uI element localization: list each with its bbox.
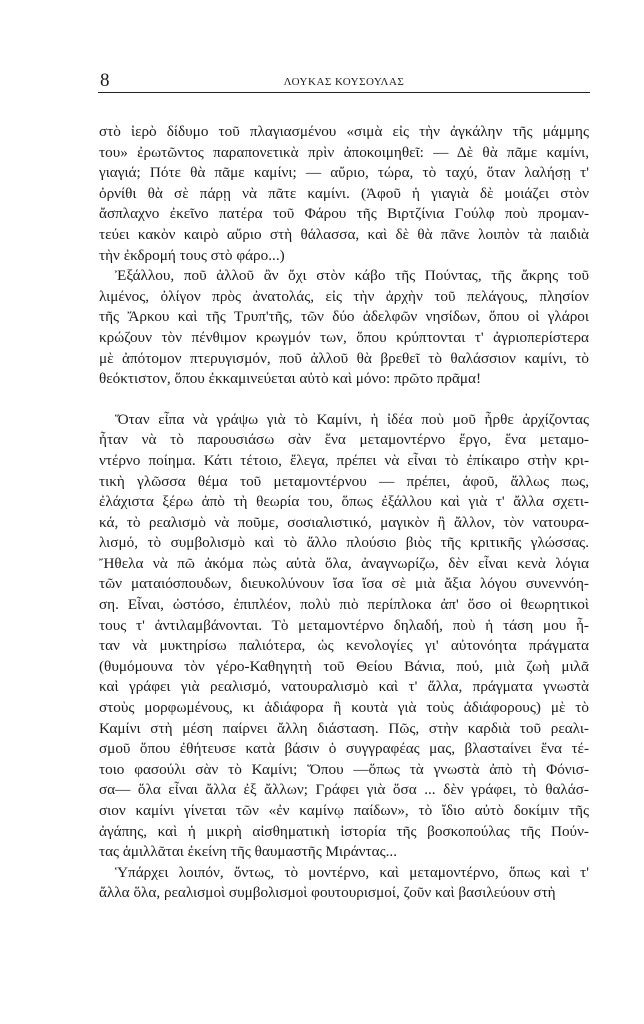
text-line: ση. Εἶναι, ὡστόσο, ἐπιπλέον, πολὺ πιὸ περίπλοκα ἀπ' ὅσο οἱ θεωρητικοὶ	[99, 596, 589, 614]
text-line: λισμό, τὸ συμβολισμὸ καὶ τὸ ἄλλο πλούσιο βιὸς τῆς κριτικῆς γλώσσας.	[99, 534, 589, 552]
text-line: τους τ' ἀντιλαμβάνονται. Τὸ μεταμοντέρνο δηλαδή, ποὺ ἡ τάση μου ἦ-	[99, 616, 589, 634]
text-line: Ὑπάρχει λοιπόν, ὄντως, τὸ μοντέρνο, καὶ μεταμοντέρνο, ὅπως καὶ τ'	[115, 863, 589, 881]
paragraph	[99, 410, 589, 863]
text-line: τῶν ματαιόσπουδων, διευκολύνουν ἴσα ἴσα σὲ μιὰ ἄξια λόγου συνεννόη-	[99, 575, 589, 593]
text-line: κρώζουν τὸν πένθιμον κρωγμόν των, ὅπου κρύπτονται τ' ἀγριοπερίστερα	[99, 328, 589, 346]
text-line: τῆς Ἄρκου καὶ τῆς Τρυπ'τῆς, τῶν δύο ἀδελφῶν νησίδων, ὅπου οἱ γλάροι	[99, 308, 589, 326]
text-line: τὴν ἐκδρομή τους στὸ φάρο...)	[99, 246, 285, 264]
running-title: ΛΟΥΚΑΣ ΚΟΥΣΟΥΛΑΣ	[283, 76, 405, 88]
text-line: λιμένος, ὀλίγον πρὸς ἀνατολάς, εἰς τὴν ἀρχὴν τοῦ πελάγους, πλησίον	[99, 287, 589, 305]
paragraph	[99, 266, 589, 390]
text-line: σμοῦ ὅπου ἐθήτευσε κατὰ βάσιν ὁ συγγραφέας μας, βλασταίνει ἕνα τέ-	[99, 740, 589, 758]
text-line: Ὅταν εἶπα νὰ γράψω γιὰ τὸ Καμίνι, ἡ ἰδέα ποὺ μοῦ ἦρθε ἀρχίζοντας	[115, 410, 589, 428]
text-line: μὲ ἀπότομον πτερυγισμόν, ποῦ ἀλλοῦ θὰ βρεθεῖ τὸ θαλάσσιον καμίνι, τὸ	[99, 349, 589, 367]
text-line: στὸ ἱερὸ δίδυμο τοῦ πλαγιασμένου «σιμὰ εἰς τὴν ἀγκάλην τῆς μάμμης	[99, 123, 589, 140]
text-line: ὀρνίθι θὰ σὲ πάρῃ νὰ πᾶτε καμίνι. (Ἀφοῦ ἡ γιαγιὰ δὲ μοιάζει στὸν	[99, 184, 589, 202]
text-line: σιον καμίνι γίνεται τῶν «ἐν καμίνῳ παίδων», τὸ ἴδιο αὐτὸ δοκίμιν τῆς	[99, 802, 589, 819]
text-line: γιαγιά; Πότε θὰ πᾶμε καμίνι; — αὔριο, τώρα, τὸ ταχύ, ὅταν λαλήσῃ τ'	[99, 164, 589, 182]
text-line: στοὺς μορφωμένους, κι ἀδιάφορα ἢ κουτὰ γιὰ τοὺς ἀδιάφορους) μὲ τὸ	[99, 699, 589, 717]
paragraph	[99, 122, 589, 266]
text-line: κά, τὸ ρεαλισμὸ νὰ ποῦμε, σοσιαλιστικό, μαγικὸν ἢ ἄλλον, τὸν νατουρα-	[99, 513, 589, 531]
body-text	[99, 122, 589, 904]
text-line: ταν νὰ μυκτηρίσω παλιότερα, ὡς κενολογίες γι' αὐτονόητα πράγματα	[99, 637, 589, 655]
text-line: θεόκτιστον, ὅπου ἐκκαμινεύεται αὐτὸ καὶ μόνο: πρῶτο πρᾶμα!	[99, 370, 482, 388]
text-line: Ἐξάλλου, ποῦ ἀλλοῦ ἂν ὄχι στὸν κάβο τῆς Πούντας, τῆς ἄκρης τοῦ	[115, 267, 589, 285]
text-line: τας ἁμιλλᾶται ἐκείνη τῆς θαυμαστῆς Μιράντας...	[99, 843, 397, 861]
text-line: τεύει κακὸν καιρὸ αὔριο στὴ θάλασσα, καὶ δὲ θὰ πᾶνε λοιπὸν τὰ παιδιὰ	[99, 225, 589, 243]
text-line: Καμίνι στὴ μέση παίρνει ἄλλη διάσταση. Πῶς, στὴν καρδιὰ τοῦ ρεαλι-	[99, 719, 589, 737]
paragraph-gap	[99, 390, 589, 410]
text-line: ἐλάχιστα ξέρω ἀπὸ τὴ θεωρία του, ὅπως ἐξάλλου καὶ γιὰ τ' ἄλλα σχετι-	[99, 493, 589, 511]
text-line: τοιο φασούλι σὰν τὸ Καμίνι; Ὅπου —ὅπως τὰ γνωστὰ ἀπὸ τὴ Φόνισ-	[99, 760, 589, 778]
text-line: καὶ γράφει γιὰ ρεαλισμό, νατουραλισμὸ καὶ τ' ἄλλα, πράγματα γνωστὰ	[99, 678, 589, 696]
text-line: Ἤθελα νὰ πῶ ἀκόμα πὼς αὐτὰ ὅλα, ἀναγνωρίζω, δὲν εἶναι κενὰ λόγια	[99, 554, 589, 572]
paragraph	[99, 863, 589, 904]
text-line: τικὴ γλῶσσα θέμα τοῦ μεταμοντέρνου — πρέπει, ἀφοῦ, ἄλλως πως,	[99, 472, 589, 490]
text-line: ἦταν νὰ τὸ παρουσιάσω σὰν ἕνα μεταμοντέρνο ἔργο, ἕνα μεταμο-	[99, 431, 589, 449]
text-line: ἄλλα ὅλα, ρεαλισμοὶ συμβολισμοὶ φουτουρισμοί, ζοῦν καὶ βασιλεύουν στὴ	[99, 884, 556, 902]
text-line: ἀγάπης, καὶ ἡ μικρὴ αἰσθηματικὴ ἱστορία τῆς βοσκοπούλας τῆς Πούν-	[99, 822, 589, 840]
text-line: του» ἐρωτῶντος παραπονετικὰ πρὶν ἀποκοιμηθεῖ: — Δὲ θὰ πᾶμε καμίνι,	[99, 143, 589, 161]
page-number: 8	[100, 70, 110, 91]
page-header	[98, 68, 590, 93]
text-line: ντέρνο ποίημα. Κάτι τέτοιο, ἔλεγα, πρέπει νὰ εἶναι τὸ ἐπίκαιρο στὴν κρι-	[99, 451, 589, 469]
text-line: ἄσπλαχνο ἐκεῖνο πατέρα τοῦ Φάρου τῆς Βιρτζίνια Γούλφ ποὺ προμαν-	[99, 205, 589, 223]
text-line: σα— ὅλα εἶναι ἄλλα ἐξ ἄλλων; Γράφει γιὰ ὅσα ... δὲν γράφει, τὸ θαλάσ-	[99, 781, 589, 799]
text-line: (θυμόμουνα τὸν γέρο-Καθηγητὴ τοῦ Θείου Βάνια, πού, μιὰ ζωὴ μιλᾶ	[99, 657, 589, 675]
